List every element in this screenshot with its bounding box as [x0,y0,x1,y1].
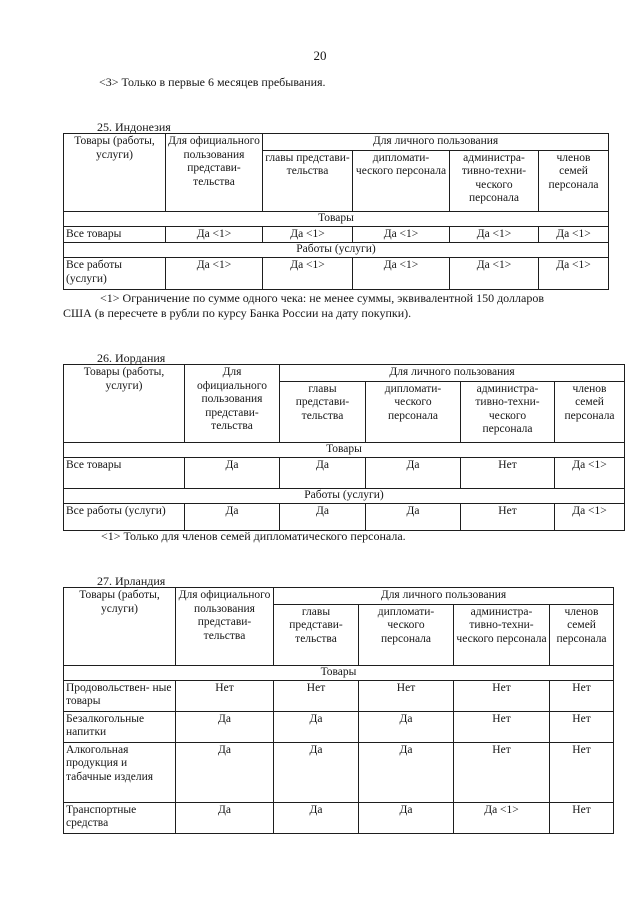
band-goods: Товары [64,442,625,457]
cell-value: Да [366,457,461,488]
header-heads: главы представи- тельства [280,381,366,442]
cell-value: Да <1> [539,226,609,243]
cell-value: Нет [454,742,550,802]
cell-value: Нет [176,680,274,711]
cell-value: Да <1> [450,258,539,290]
cell-value: Да <1> [454,802,550,833]
band-services: Работы (услуги) [64,243,609,258]
table-indonesia [63,133,609,290]
row-label: Безалкогольные напитки [64,711,176,742]
cell-value: Нет [454,680,550,711]
cell-value: Да [359,802,454,833]
row-label: Все работы (услуги) [64,503,185,530]
cell-value: Нет [550,711,614,742]
cell-value: Да [185,503,280,530]
band-goods: Товары [64,665,614,680]
cell-value: Да <1> [539,258,609,290]
header-diplomatic: дипломати- ческого персонала [366,381,461,442]
header-admin-tech: администра- тивно-техни- ческого персонала [454,604,550,665]
cell-value: Да <1> [555,503,625,530]
header-family: членов семей персонала [550,604,614,665]
cell-value: Да <1> [353,258,450,290]
header-admin-tech: администра- тивно-техни- ческого персонала [450,150,539,211]
cell-value: Нет [454,711,550,742]
header-official-use: Для официального пользования представи- тельства [185,365,280,443]
cell-value: Да <1> [166,258,263,290]
cell-value: Нет [359,680,454,711]
row-label: Алкогольная продукция и табачные изделия [64,742,176,802]
cell-value: Да [176,802,274,833]
cell-value: Да [274,802,359,833]
header-official-use: Для официального пользования представи- тельства [176,588,274,666]
header-heads: главы представи- тельства [274,604,359,665]
header-goods: Товары (работы, услуги) [64,134,166,212]
row-label: Все работы (услуги) [64,258,166,290]
section-title: 26. Иордания [97,351,166,365]
header-personal-use: Для личного пользования [280,365,625,382]
cell-value: Нет [274,680,359,711]
top-footnote: <3> Только в первые 6 месяцев пребывания. [99,75,326,89]
table-jordan [63,364,625,531]
cell-value: Да [366,503,461,530]
cell-value: Нет [461,503,555,530]
band-goods: Товары [64,211,609,226]
header-goods: Товары (работы, услуги) [64,365,185,443]
row-label: Продовольствен- ные товары [64,680,176,711]
header-personal-use: Для личного пользования [263,134,609,151]
table-ireland [63,587,614,834]
header-diplomatic: дипломати- ческого персонала [359,604,454,665]
header-official-use: Для официального пользования представи- тельства [166,134,263,212]
row-label: Все товары [64,457,185,488]
header-diplomatic: дипломати- ческого персонала [353,150,450,211]
cell-value: Да [359,711,454,742]
header-family: членов семей персонала [555,381,625,442]
cell-value: Да <1> [166,226,263,243]
cell-value: Да <1> [353,226,450,243]
cell-value: Нет [550,742,614,802]
cell-value: Да [359,742,454,802]
band-services: Работы (услуги) [64,488,625,503]
cell-value: Да [280,457,366,488]
cell-value: Да [280,503,366,530]
header-heads: главы представи- тельства [263,150,353,211]
cell-value: Да [176,711,274,742]
cell-value: Да [176,742,274,802]
row-label: Транспортные средства [64,802,176,833]
cell-value: Да <1> [555,457,625,488]
page-number: 20 [313,48,327,63]
section-title: 27. Ирландия [97,574,166,588]
cell-value: Да [274,742,359,802]
cell-value: Да <1> [263,226,353,243]
cell-value: Да <1> [450,226,539,243]
cell-value: Да <1> [263,258,353,290]
cell-value: Да [274,711,359,742]
header-goods: Товары (работы, услуги) [64,588,176,666]
header-admin-tech: администра- тивно-техни- ческого персонала [461,381,555,442]
header-personal-use: Для личного пользования [274,588,614,605]
footnote: <1> Ограничение по сумме одного чека: не менее суммы, эквивалентной 150 долларов США (в пересчете в рубли по курсу Банка России на дату покупки). [63,291,544,320]
footnote: <1> Только для членов семей дипломатического персонала. [101,529,406,543]
cell-value: Нет [461,457,555,488]
cell-value: Нет [550,680,614,711]
section-title: 25. Индонезия [97,120,171,134]
cell-value: Нет [550,802,614,833]
cell-value: Да [185,457,280,488]
header-family: членов семей персонала [539,150,609,211]
row-label: Все товары [64,226,166,243]
